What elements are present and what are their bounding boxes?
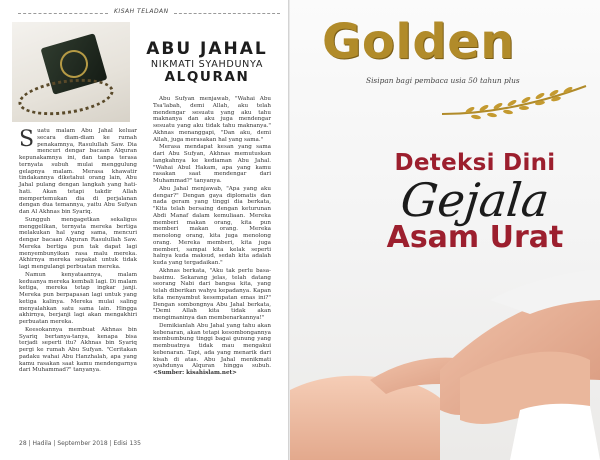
quran-photo — [12, 22, 130, 122]
wheat-ornament-icon — [440, 84, 590, 124]
title-line-1: ABU JAHAL — [146, 39, 268, 59]
paragraph: Abu Sufyan menjawab, "Wahai Abu Tsa'labah, demi Allah, aku telah mendengar sesuatu yang aku tahu maknanya dan aku juga mendengar sesuatu yang aku tidak tahu maknanya." Akhnas menanggapi, "Dan aku, demi Allah, juga merasakan hal yang sama." — [153, 96, 271, 143]
cover-headline — [360, 150, 590, 254]
title-line-3: ALQURAN — [164, 69, 250, 85]
section-rubric — [18, 8, 280, 18]
rubric-divider-left — [18, 13, 108, 14]
hands-massaging-foot-image — [290, 260, 600, 460]
prayer-beads-image — [16, 73, 116, 120]
paragraph-text: uatu malam Abu Jahal keluar secara diam-diam ke rumah penakamnya, Rasulullah Saw. Dia mencuri dengar bacaan Alquran kepunakamnya ini, dan tanpa terasa ternyata subuh mulai menggulung gelapnya malam. Merasa khawatir tindakannya diketahui orang lain, Abu Jahal pulang dengan langkah yang hati-hati. Akan tetapi takdir Allah mempertemukan dia di perjalanan dengan dua temannya, yaitu Abu Sufyan dan Al Akhnas bin Syariq. — [19, 128, 137, 215]
paragraph: Akhnas berkata, "Aku tak perlu basa-basimu. Sekarang jelas, telah datang seorang Nabi dari bangsa kita, yang telah diberikan wahyu kepadanya. Kapan kita menyambut kesempatan emas ini?" Dengan sombongnya Abu Jahal berkata, "Demi Allah kita tidak akan mengimaninya dan membenarkannya!" — [153, 267, 271, 321]
paragraph — [153, 323, 271, 377]
title-line-2: NIKMATI SYAHDUNYA — [150, 59, 264, 70]
paragraph — [19, 128, 137, 216]
paragraph: Keesokannya membuat Akhnas bin Syariq bertanya-tanya, kenapa bisa terjadi seperti itu? Akhnas bin Syariq pergi ke rumah Abu Sufyan. "Ceritakan padaku wahai Abu Hanzhalah, apa yang kamu rasakan saat kamu mendengarnya dari Muhammad?" tanyanya. — [19, 326, 137, 374]
left-page — [0, 0, 290, 460]
paragraph: Sungguh mengagetkan sekaligus menggelikan, ternyata mereka bertiga melakukan hal yang sama, mencuri dengar bacaan Alquran Rasulullah Saw. Mereka bertiga pun tak dapat lagi menyembunyikan rasa malu mereka. Akhirnya mereka sepakat untuk tidak lagi mengulangi perbuatan mereka. — [19, 216, 137, 270]
drop-cap: S — [19, 127, 35, 152]
article-title — [132, 40, 282, 85]
paragraph: Merasa mendapat kesan yang sama dari Abu Sufyan, Akhnas memutuskan langkahnya ke kediaman Abu Jahal. "Wahai Abul Hakam, apa yang kamu rasakan saat mendengar dari Muhammad?" tanyanya. — [153, 144, 271, 184]
right-page-cover — [290, 0, 600, 460]
rubric-divider-right — [174, 13, 280, 14]
source-credit: <Sumber: kisahislam.net> — [153, 370, 237, 376]
headline-line-1: Deteksi Dini — [394, 150, 556, 176]
brand-tagline: Sisipan bagi pembaca usia 50 tahun plus — [366, 76, 520, 85]
article-column-2 — [153, 96, 271, 378]
headline-line-3: Asam Urat — [386, 220, 564, 255]
brand-wordmark: Golden — [322, 14, 515, 70]
headline-line-2: Gejala — [398, 173, 552, 227]
page-footer: 28 | Hadila | September 2018 | Edisi 135 — [19, 440, 141, 447]
paragraph-text: Demikianlah Abu Jahal yang tahu akan kebenaran, akan tetapi kesombongannya membumbung tinggi bagai gunung yang membuatnya tidak mau mengakui kebenaran. Tapi, ada yang menarik dari kisah di atas. Abu Jahal menikmati syahdunya Alquran hingga subuh. — [153, 322, 271, 370]
paragraph: Namun kenyataannya, malam keduanya mereka kembali lagi. Di malam ketiga, mereka tetap ingkar janji. Mereka pun berpapasan lagi untuk yang ketiga kalinya. Mereka mulai saling menyalahkan satu sama lain. Hingga akhirnya, berjanji lagi akan mengakhiri perbuatan mereka. — [19, 271, 137, 325]
golden-brand — [322, 14, 532, 84]
rubric-label: KISAH TELADAN — [114, 8, 169, 15]
paragraph: Abu Jahal menjawab, "Apa yang aku dengar?" Dengan gaya diplomatis dan nada geram yang tinggi dia berkata, "Kita telah bersaing dengan keturunan Abdi Manaf dalam kemuliaan. Mereka memberi makan orang, kita pun memberi makan orang. Mereka menolong orang, kita juga menolong orang. Mereka memberi, kita juga memberi, sampai kita kelak seperti halnya kuda maksud, sedah kita adalah kuda yang tergadaikan." — [153, 185, 271, 266]
article-column-1 — [19, 128, 137, 375]
